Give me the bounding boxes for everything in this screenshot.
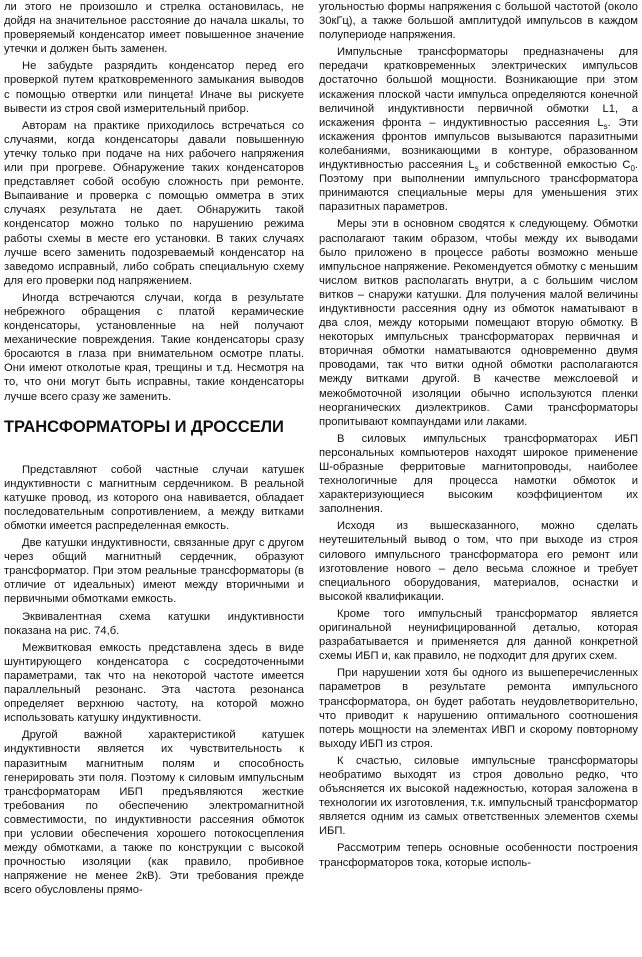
subscript: 0 [630, 164, 635, 174]
paragraph: Авторам на практике приходилось встречаться со случаями, когда конденсаторы давали повышенную утечку только при подаче на них рабочего напряжения или при прогреве. Обнаружение таких конденсаторов представляет собой особую сложность при ремонте. Выпаивание и проверка с помощью омметра в этих случаях результата не дает. Обнаружить такой конденсатор можно только по нарушению режима работы схемы в месте его установки. В таких случаях лучше всего заменить подозреваемый конденсатор на заведомо исправный, либо собрать специальную схему для его проверки под напряжением. [4, 119, 304, 287]
paragraph: Иногда встречаются случаи, когда в результате небрежного обращения с платой керамические конденсаторы, установленные на ней получают механические повреждения. Такие конденсаторы сразу бросаются в глаза при внимательном осмотре платы. Они имеют отколотые края, трещины и т.д. Несмотря на то, что они могут быть исправны, такие конденсаторы лучше всего сразу же заменить. [4, 291, 304, 403]
right-column [319, 0, 638, 957]
text-run: и собственной емкостью С [478, 159, 631, 172]
paragraph: Эквивалентная схема катушки индуктивности показана на рис. 74,б. [4, 610, 304, 637]
paragraph: Представляют собой частные случаи катушек индуктивности с магнитным сердечником. В реальной катушке провод, из которого она навивается, обладает последовательным сопротивлением, а между витками обмотки имеется распределенная емкость. [4, 463, 304, 532]
section-heading: ТРАНСФОРМАТОРЫ И ДРОССЕЛИ [4, 417, 284, 436]
paragraph: Две катушки индуктивности, связанные друг с другом через общий магнитный сердечник, образуют трансформатор. При этом реальные трансформаторы (в отличие от идеальных) имеют между вторичными и первичными обмотками емкость. [4, 537, 304, 606]
paragraph: Межвитковая емкость представлена здесь в виде шунтирующего конденсатора с сосредоточенными параметрами, так что на некоторой частоте имеется параллельный резонанс. Эта частота резонанса определяет верхнюю частоту, на которой можно использовать катушку индуктивности. [4, 641, 304, 725]
paragraph: В силовых импульсных трансформаторах ИБП персональных компьютеров находят широкое применение Ш-образные ферритовые магнитопроводы, наиболее технологичные для процесса намотки обмоток и характеризующиеся высоким коэффициентом их заполнения. [319, 432, 638, 516]
subscript: s [603, 121, 608, 131]
paragraph: Меры эти в основном сводятся к следующему. Обмотки располагают таким образом, чтобы между их выводами было приложено в процессе работы возможно меньше импульсное напряжение. Рекомендуется обмотку с меньшим числом витков располагать внутри, а с большим числом витков – снаружи катушки. Для получения малой величины индуктивности рассеяния одну из обмоток наматывают в два слоя, между которыми помещают вторую обмотку. В некоторых импульсных трансформаторах первичная и вторичная обмотки наматываются одновременно двумя проводами, так что витки одной обмотки располагаются между витками другой. В качестве межслоевой и межобмоточной изоляции обычно используются пленки неорганических диэлектриков. Сами трансформаторы пропитывают компаундами или лаками. [319, 218, 638, 428]
text-run: . Эти искажения фронтов импульсов вызываются паразитными колебаниями, возникающими в контуре, образованном индуктивностью рассеяния L [319, 116, 638, 172]
paragraph: ли этого не произошло и стрелка остановилась, не дойдя на значительное расстояние до начала шкалы, то проверяемый конденсатор имеет повышенное значение утечки и должен быть заменен. [4, 1, 304, 56]
subscript: s [474, 164, 479, 174]
paragraph: При нарушении хотя бы одного из вышеперечисленных параметров в результате ремонта импульсного трансформатора, он будет работать неудовлетворительно, что приводит к нарушению оптимального соотношения потерь мощности на элементах ИВП и скорому повторному выходу ИБП из строя. [319, 667, 638, 750]
paragraph: Исходя из вышесказанного, можно сделать неутешительный вывод о том, что при выходе из строя силового импульсного трансформатора его ремонт или изготовление нового – дело весьма сложное и требует специального оборудования, материалов, оснастки и высокой квалификации. [319, 520, 638, 603]
text-run: . Поэтому при выполнении импульсного трансформатора принимаются специальные меры для уменьшения этих паразитных параметров. [319, 159, 639, 214]
paragraph: Не забудьте разрядить конденсатор перед его проверкой путем кратковременного замыкания выводов с помощью отвертки или пинцета! Иначе вы рискуете вывести из строя свой измерительный прибор. [4, 60, 304, 115]
paragraph: К счастью, силовые импульсные трансформаторы необратимо выходят из строя довольно редко, что объясняется их высокой надежностью, которая заложена в технологии их изготовления, т.к. импульсный трансформатор является одним из самых ответственных элементов схемы ИБП. [319, 754, 638, 838]
paragraph: Рассмотрим теперь основные особенности построения трансформаторов тока, которые исполь- [319, 842, 638, 869]
left-column [4, 0, 304, 957]
text-run: Импульсные трансформаторы предназначены для передачи кратковременных электрических импульсов достаточно большой мощности. Возникающие при этом искажения плоской части импульса определяются конечной величиной индуктивности первичной обмотки L1, а искажения фронта – индуктивностью рассеяния L [319, 46, 638, 129]
paragraph: Кроме того импульсный трансформатор является оригинальной неунифицированной деталью, которая разрабатывается и применяется для данной конкретной схемы ИБП и, как правило, не подходит для других схем. [319, 607, 638, 663]
paragraph: Другой важной характеристикой катушек индуктивности является их чувствительность к паразитным магнитным полям и способность генерировать эти поля. Поэтому к силовым импульсным трансформаторам ИБП предъявляются жесткие требования по обеспечению электромагнитной совместимости, по индуктивности рассеяния обмоток при условии обеспечения хорошего потокосцепления между обмотками, а также по конструкции с высокой прочностью изоляции (как правило, пробивное напряжение не менее 2кВ). Эти требования прежде всего обусловлены прямо- [4, 729, 304, 897]
paragraph: угольностью формы напряжения с большой частотой (около 30кГц), а также большой амплитудой импульсов в каждом полупериоде напряжения. [319, 1, 638, 42]
paragraph-impulse-transformers [319, 45, 638, 214]
